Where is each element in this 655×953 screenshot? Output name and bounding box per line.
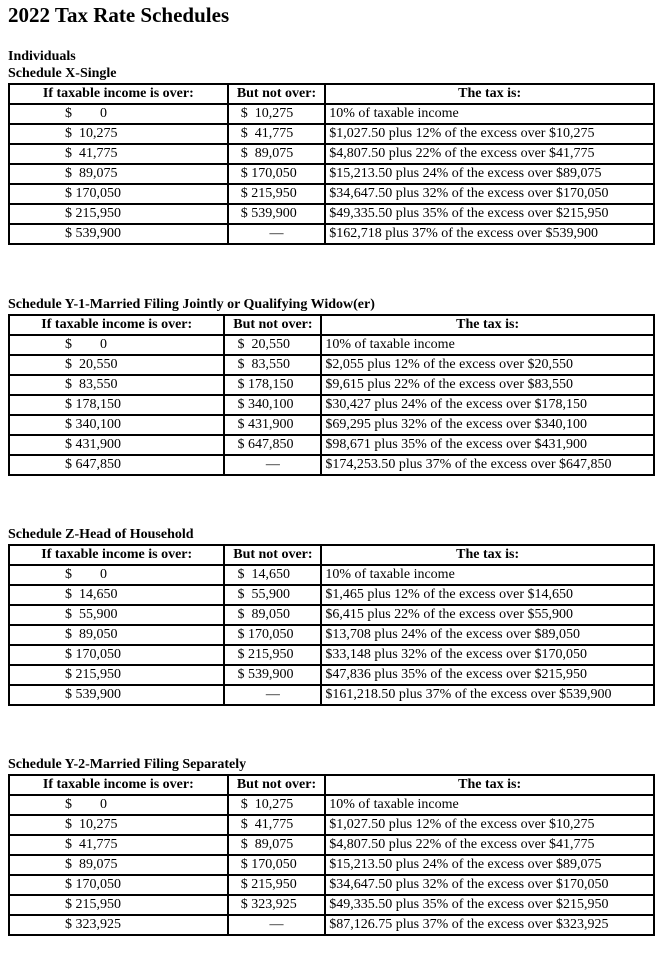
income-not-over-cell: — (224, 455, 321, 475)
tax-formula-cell: $49,335.50 plus 35% of the excess over $215,950 (325, 204, 654, 224)
schedule-y2-married-separately-section (8, 756, 655, 936)
tax-formula-cell: $162,718 plus 37% of the excess over $539,900 (325, 224, 654, 244)
tax-formula-cell: 10% of taxable income (321, 335, 654, 355)
income-over-cell: $ 170,050 (9, 645, 224, 665)
table-row (9, 224, 654, 244)
table-header-row (9, 315, 654, 335)
header-over: If taxable income is over: (9, 545, 224, 565)
income-not-over-cell: — (228, 224, 326, 244)
income-not-over-cell: $ 89,075 (228, 835, 326, 855)
income-not-over-cell: $ 20,550 (224, 335, 321, 355)
tax-formula-cell: $15,213.50 plus 24% of the excess over $89,075 (325, 164, 654, 184)
table-row (9, 375, 654, 395)
table-row (9, 144, 654, 164)
tax-formula-cell: $69,295 plus 32% of the excess over $340,100 (321, 415, 654, 435)
category-heading: Individuals (8, 49, 76, 64)
table-header-row (9, 84, 654, 104)
table-row (9, 665, 654, 685)
table-row (9, 355, 654, 375)
income-over-cell: $ 41,775 (9, 835, 228, 855)
income-not-over-cell: $ 647,850 (224, 435, 321, 455)
header-over: If taxable income is over: (9, 775, 228, 795)
income-over-cell: $ 323,925 (9, 915, 228, 935)
schedule-y1-married-jointly-section (8, 296, 655, 476)
income-over-cell: $ 55,900 (9, 605, 224, 625)
income-over-cell: $ 0 (9, 795, 228, 815)
tax-rate-table (8, 544, 655, 706)
tax-formula-cell: $34,647.50 plus 32% of the excess over $170,050 (325, 184, 654, 204)
income-over-cell: $ 431,900 (9, 435, 224, 455)
income-not-over-cell: $ 89,050 (224, 605, 321, 625)
income-not-over-cell: — (228, 915, 326, 935)
table-row (9, 605, 654, 625)
income-not-over-cell: $ 10,275 (228, 104, 326, 124)
schedule-x-single-section (8, 48, 655, 245)
tax-formula-cell: $15,213.50 plus 24% of the excess over $89,075 (325, 855, 654, 875)
header-not-over: But not over: (228, 84, 326, 104)
income-over-cell: $ 539,900 (9, 685, 224, 705)
income-over-cell: $ 89,050 (9, 625, 224, 645)
tax-formula-cell: $1,465 plus 12% of the excess over $14,650 (321, 585, 654, 605)
schedule-z-head-of-household-section (8, 526, 655, 706)
income-not-over-cell: $ 215,950 (224, 645, 321, 665)
income-over-cell: $ 170,050 (9, 184, 228, 204)
table-row (9, 625, 654, 645)
table-row (9, 585, 654, 605)
tax-formula-cell: $49,335.50 plus 35% of the excess over $215,950 (325, 895, 654, 915)
tax-rate-table (8, 314, 655, 476)
income-not-over-cell: $ 55,900 (224, 585, 321, 605)
table-row (9, 124, 654, 144)
table-row (9, 915, 654, 935)
tax-formula-cell: $30,427 plus 24% of the excess over $178,150 (321, 395, 654, 415)
income-over-cell: $ 83,550 (9, 375, 224, 395)
table-row (9, 184, 654, 204)
header-not-over: But not over: (228, 775, 326, 795)
table-row (9, 815, 654, 835)
table-row (9, 435, 654, 455)
tax-formula-cell: $87,126.75 plus 37% of the excess over $323,925 (325, 915, 654, 935)
table-row (9, 685, 654, 705)
tax-formula-cell: $9,615 plus 22% of the excess over $83,550 (321, 375, 654, 395)
income-not-over-cell: $ 431,900 (224, 415, 321, 435)
table-row (9, 395, 654, 415)
income-not-over-cell: $ 215,950 (228, 875, 326, 895)
income-over-cell: $ 89,075 (9, 855, 228, 875)
tax-formula-cell: $174,253.50 plus 37% of the excess over $647,850 (321, 455, 654, 475)
income-over-cell: $ 0 (9, 565, 224, 585)
table-row (9, 104, 654, 124)
page-title: 2022 Tax Rate Schedules (8, 3, 230, 27)
table-row (9, 855, 654, 875)
income-not-over-cell: $ 41,775 (228, 124, 326, 144)
header-tax: The tax is: (321, 545, 654, 565)
table-row (9, 835, 654, 855)
header-tax: The tax is: (325, 775, 654, 795)
income-not-over-cell: $ 170,050 (224, 625, 321, 645)
tax-formula-cell: $1,027.50 plus 12% of the excess over $10,275 (325, 124, 654, 144)
tax-formula-cell: $98,671 plus 35% of the excess over $431,900 (321, 435, 654, 455)
income-over-cell: $ 10,275 (9, 815, 228, 835)
header-tax: The tax is: (325, 84, 654, 104)
income-not-over-cell: $ 41,775 (228, 815, 326, 835)
table-row (9, 565, 654, 585)
tax-formula-cell: $4,807.50 plus 22% of the excess over $41,775 (325, 144, 654, 164)
tax-rate-table (8, 83, 655, 245)
tax-formula-cell: $2,055 plus 12% of the excess over $20,550 (321, 355, 654, 375)
header-over: If taxable income is over: (9, 315, 224, 335)
income-not-over-cell: $ 10,275 (228, 795, 326, 815)
income-not-over-cell: $ 340,100 (224, 395, 321, 415)
header-not-over: But not over: (224, 545, 321, 565)
income-over-cell: $ 89,075 (9, 164, 228, 184)
header-not-over: But not over: (224, 315, 321, 335)
income-over-cell: $ 215,950 (9, 204, 228, 224)
schedule-title: Schedule Z-Head of Household (8, 527, 194, 542)
income-not-over-cell: $ 178,150 (224, 375, 321, 395)
income-over-cell: $ 340,100 (9, 415, 224, 435)
tax-formula-cell: $1,027.50 plus 12% of the excess over $10,275 (325, 815, 654, 835)
table-row (9, 455, 654, 475)
income-over-cell: $ 178,150 (9, 395, 224, 415)
table-header-row (9, 775, 654, 795)
schedule-title: Schedule Y-2-Married Filing Separately (8, 757, 247, 772)
tax-formula-cell: $33,148 plus 32% of the excess over $170,050 (321, 645, 654, 665)
income-over-cell: $ 41,775 (9, 144, 228, 164)
income-over-cell: $ 215,950 (9, 665, 224, 685)
tax-formula-cell: $161,218.50 plus 37% of the excess over $539,900 (321, 685, 654, 705)
tax-formula-cell: 10% of taxable income (325, 795, 654, 815)
income-not-over-cell: $ 89,075 (228, 144, 326, 164)
income-not-over-cell: $ 539,900 (224, 665, 321, 685)
header-over: If taxable income is over: (9, 84, 228, 104)
tax-formula-cell: 10% of taxable income (325, 104, 654, 124)
income-over-cell: $ 10,275 (9, 124, 228, 144)
tax-formula-cell: $13,708 plus 24% of the excess over $89,050 (321, 625, 654, 645)
table-row (9, 895, 654, 915)
income-not-over-cell: $ 14,650 (224, 565, 321, 585)
table-row (9, 875, 654, 895)
tax-formula-cell: $4,807.50 plus 22% of the excess over $41,775 (325, 835, 654, 855)
table-row (9, 645, 654, 665)
schedule-title: Schedule Y-1-Married Filing Jointly or Qualifying Widow(er) (8, 297, 375, 312)
table-row (9, 335, 654, 355)
tax-formula-cell: $47,836 plus 35% of the excess over $215,950 (321, 665, 654, 685)
table-row (9, 415, 654, 435)
income-over-cell: $ 0 (9, 104, 228, 124)
income-not-over-cell: — (224, 685, 321, 705)
income-over-cell: $ 20,550 (9, 355, 224, 375)
table-row (9, 204, 654, 224)
tax-formula-cell: $6,415 plus 22% of the excess over $55,900 (321, 605, 654, 625)
tax-formula-cell: 10% of taxable income (321, 565, 654, 585)
income-not-over-cell: $ 323,925 (228, 895, 326, 915)
income-over-cell: $ 539,900 (9, 224, 228, 244)
table-row (9, 164, 654, 184)
income-not-over-cell: $ 170,050 (228, 164, 326, 184)
income-not-over-cell: $ 83,550 (224, 355, 321, 375)
income-over-cell: $ 170,050 (9, 875, 228, 895)
income-not-over-cell: $ 215,950 (228, 184, 326, 204)
table-header-row (9, 545, 654, 565)
tax-formula-cell: $34,647.50 plus 32% of the excess over $170,050 (325, 875, 654, 895)
income-over-cell: $ 215,950 (9, 895, 228, 915)
table-row (9, 795, 654, 815)
income-not-over-cell: $ 170,050 (228, 855, 326, 875)
income-over-cell: $ 14,650 (9, 585, 224, 605)
income-not-over-cell: $ 539,900 (228, 204, 326, 224)
income-over-cell: $ 0 (9, 335, 224, 355)
header-tax: The tax is: (321, 315, 654, 335)
schedule-title: Schedule X-Single (8, 66, 117, 81)
income-over-cell: $ 647,850 (9, 455, 224, 475)
tax-rate-table (8, 774, 655, 936)
